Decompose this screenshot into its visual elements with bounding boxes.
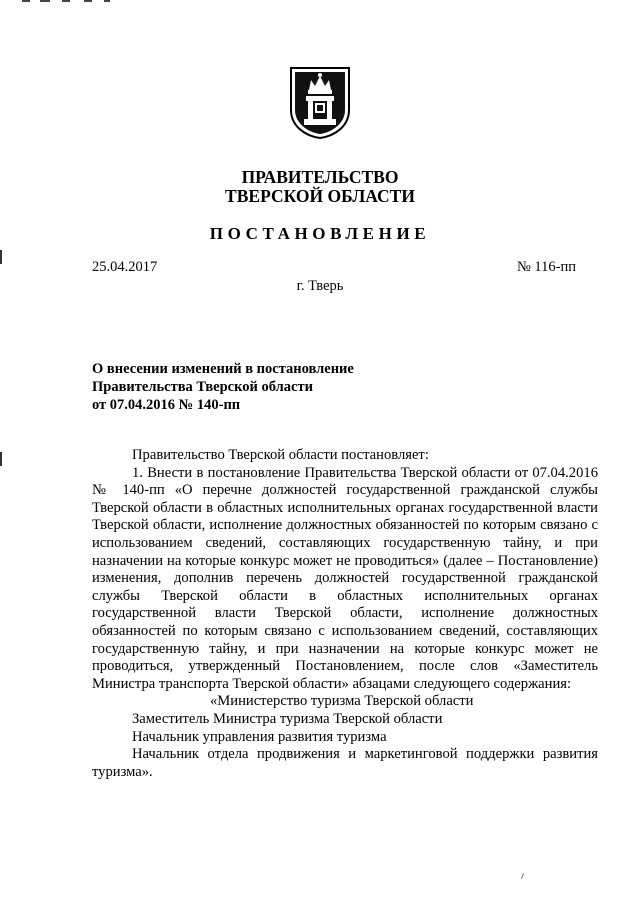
subject-line: от 07.04.2016 № 140-пп (92, 397, 241, 413)
subject-line: О внесении изменений в постановление (92, 361, 354, 377)
scan-speck (521, 873, 524, 879)
government-title-line2: ТВЕРСКОЙ ОБЛАСТИ (225, 186, 415, 206)
scan-edge-mark (0, 250, 2, 264)
document-number: № 116-пп (516, 259, 576, 275)
government-title-line1: ПРАВИТЕЛЬСТВО (241, 167, 399, 187)
body-quote-line: Начальник отдела продвижения и маркетинговой поддержки развития туризма». (92, 746, 598, 780)
scan-edge-mark (0, 452, 2, 466)
scan-top-marks (0, 0, 640, 3)
subject-line: Правительства Тверской области (92, 379, 313, 395)
document-type-title: ПОСТАНОВЛЕНИЕ (209, 224, 431, 243)
document-subject (92, 360, 422, 414)
coat-of-arms-icon (289, 66, 351, 140)
body-intro: Правительство Тверской области постановляет: (132, 447, 429, 463)
body-quote-line: Заместитель Министра туризма Тверской области (132, 710, 443, 727)
document-body (92, 447, 598, 781)
body-quote-line: Начальник управления развития туризма (132, 728, 387, 745)
document-date: 25.04.2017 (92, 259, 158, 275)
document-city: г. Тверь (296, 278, 344, 294)
body-quote-line: «Министерство туризма Тверской области (210, 693, 474, 710)
body-item-1: 1. Внести в постановление Правительства Тверской области от 07.04.2016 № 140-пп «О перечне должностей государственной гражданской службы Тверской области в областных исполнительных органах государственной власти Тверской области, исполнение должностных обязанностей по которым связано с использованием сведений, составляющих государственную тайну, и при назначении на которые конкурс может не проводиться» (далее – Постановление) изменения, дополнив перечень должностей государственной гражданской службы Тверской области в областных исполнительных органах государственной власти Тверской области, исполнение должностных обязанностей по которым связано с использованием сведений, составляющих государственную тайну, и при назначении на которые конкурс может не проводиться, утвержденный Постановлением, после слов «Заместитель Министра транспорта Тверской области» абзацами следующего содержания: (92, 464, 598, 692)
